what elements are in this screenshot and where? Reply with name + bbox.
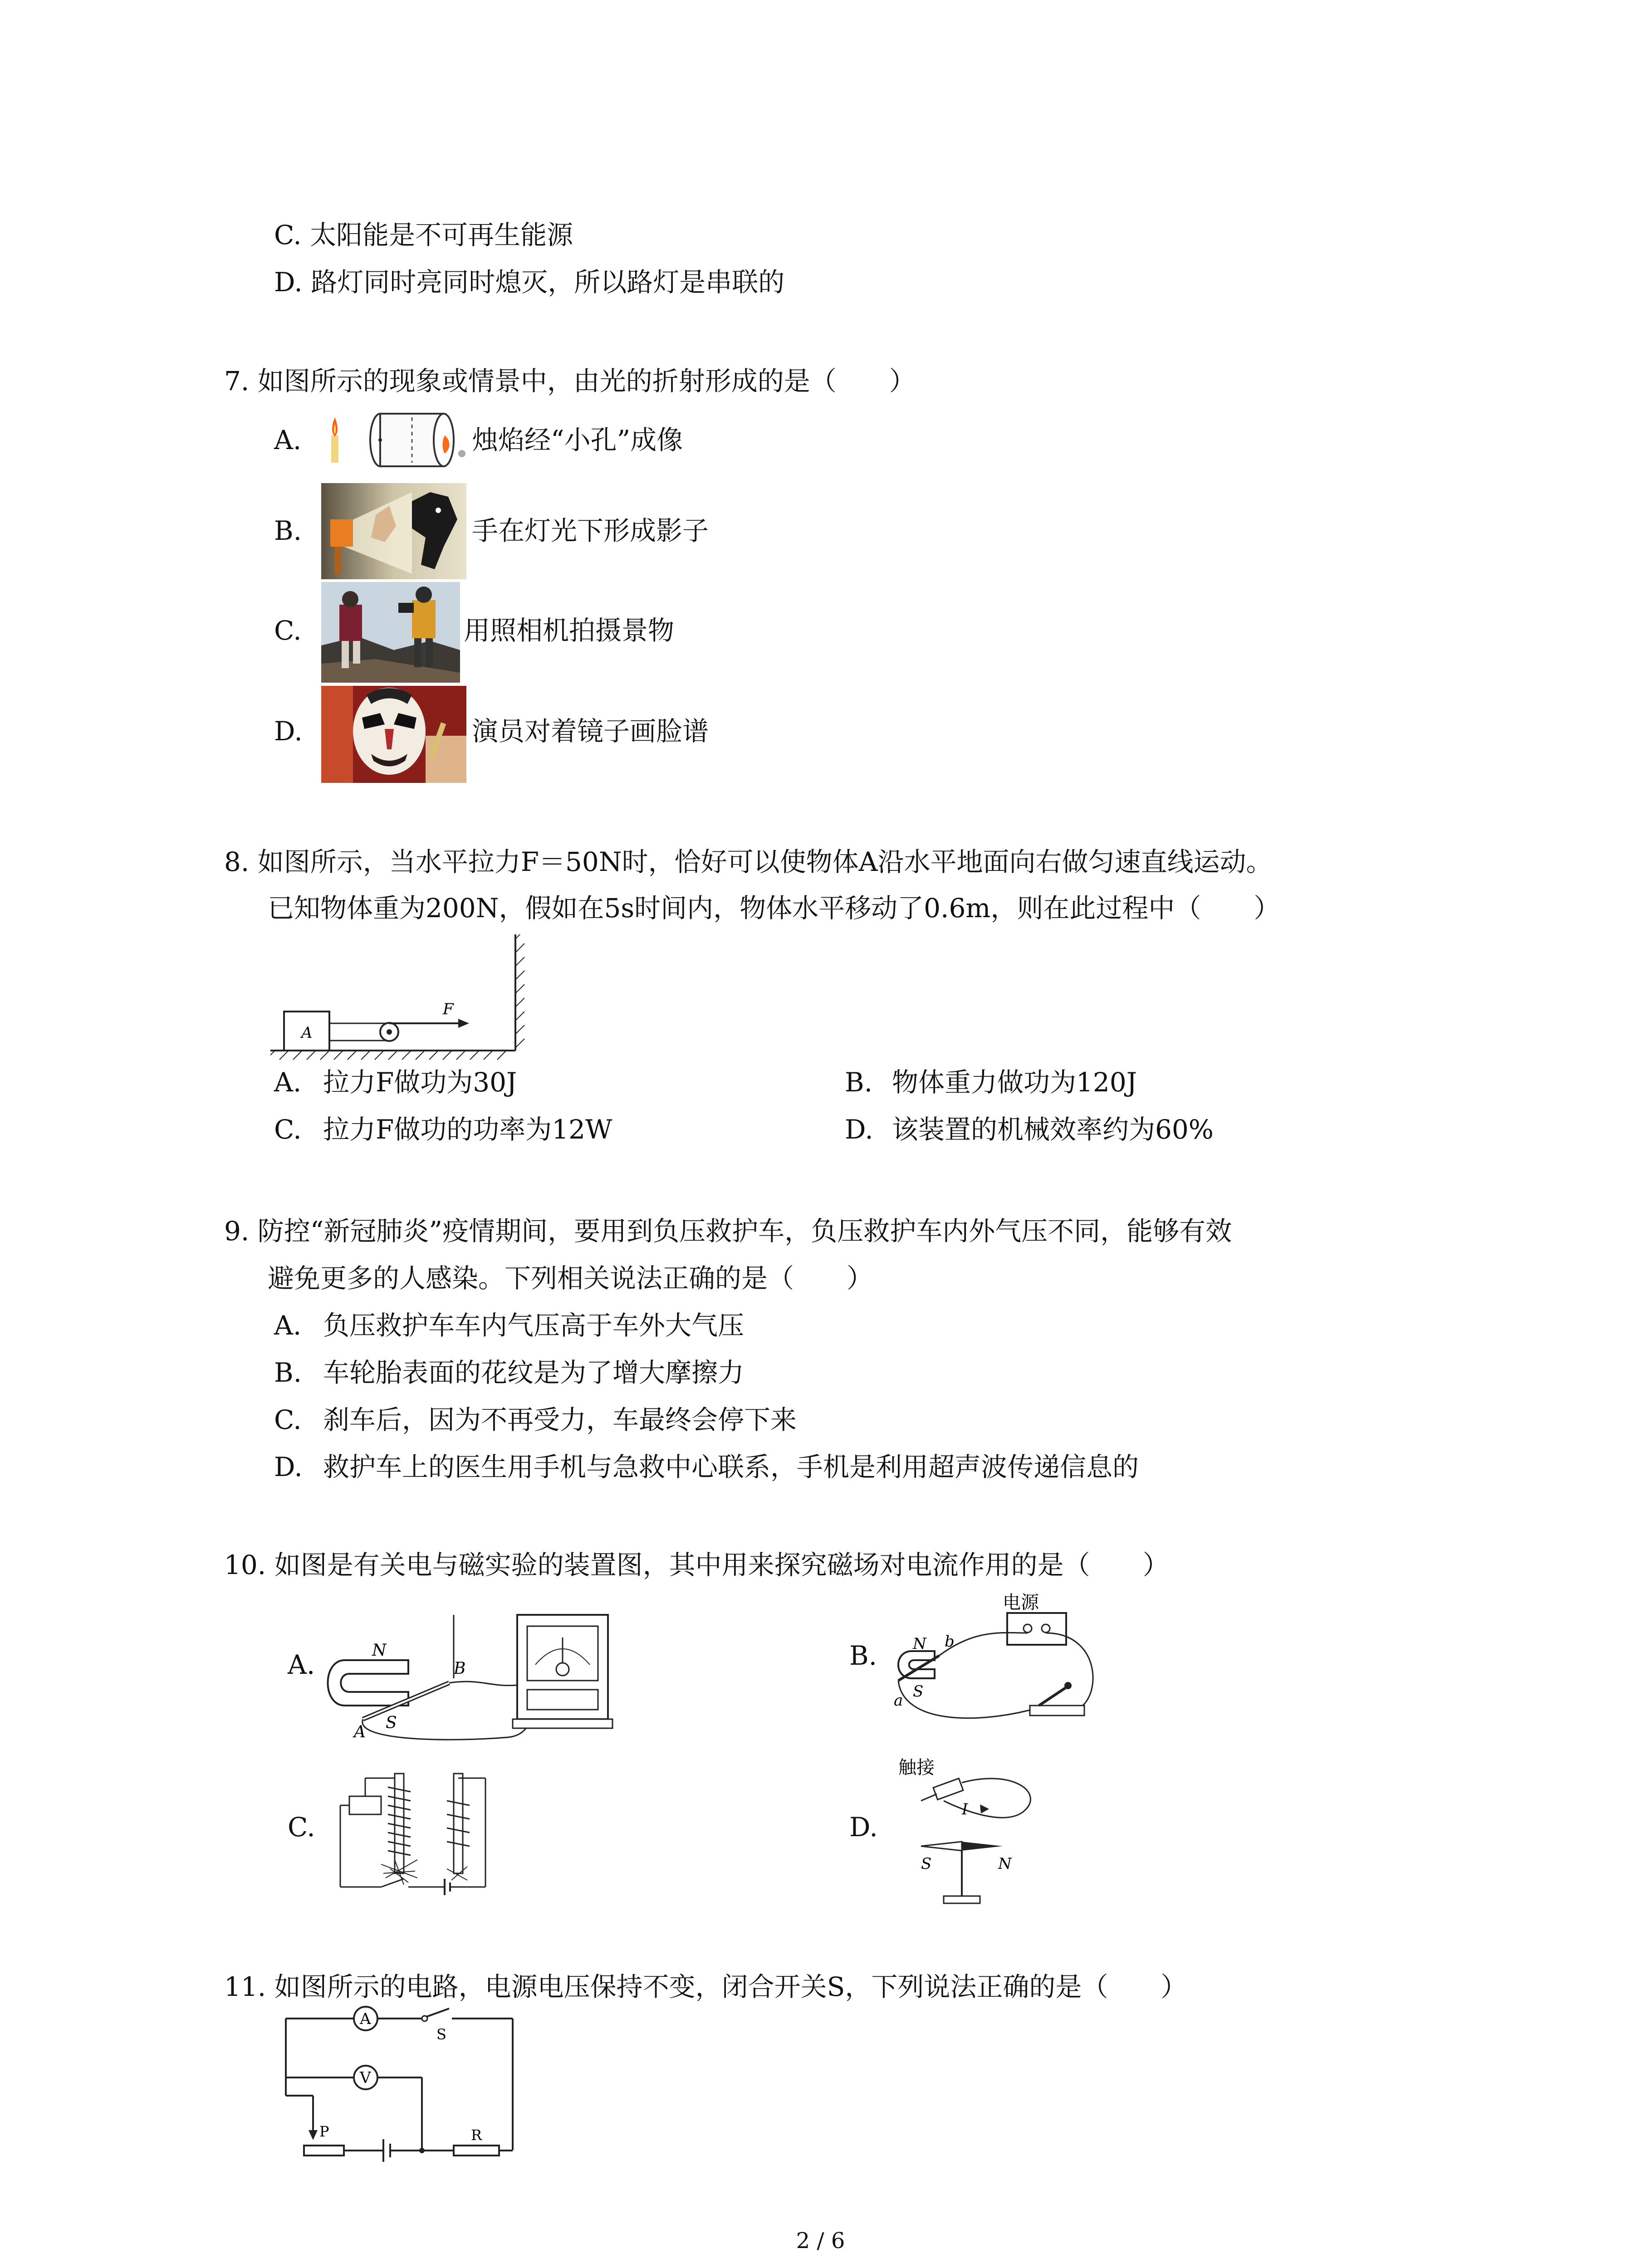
q8-stem-line1: 8. 如图所示，当水平拉力F＝50N时，恰好可以使物体A沿水平地面向右做匀速直线运动。 bbox=[224, 846, 1273, 877]
q10-d-touch-label: 触接 bbox=[898, 1757, 935, 1778]
page-number: 2 / 6 bbox=[796, 2228, 845, 2253]
q7-option-d-letter: D. bbox=[274, 716, 303, 747]
q7-option-b-letter: B. bbox=[274, 515, 302, 546]
q7-option-d-text: 演员对着镜子画脸谱 bbox=[472, 716, 709, 747]
q7-stem: 7. 如图所示的现象或情景中，由光的折射形成的是（ ） bbox=[224, 366, 916, 396]
q7-option-c-text: 用照相机拍摄景物 bbox=[464, 615, 675, 646]
q7-option-c-letter: C. bbox=[274, 615, 302, 646]
q9-option-b-text: 车轮胎表面的花纹是为了增大摩擦力 bbox=[323, 1357, 745, 1388]
q7-pinhole-image bbox=[321, 408, 471, 472]
q10-fig-a bbox=[318, 1606, 617, 1746]
q10-a-b-label: B bbox=[454, 1659, 466, 1678]
q8-option-b-text: 物体重力做功为120J bbox=[892, 1067, 1137, 1098]
q8-option-c-text: 拉力F做功的功率为12W bbox=[323, 1114, 612, 1145]
q10-b-power-label: 电源 bbox=[1003, 1592, 1039, 1613]
q7-mirror-image bbox=[321, 686, 466, 783]
q11-switch-label: S bbox=[436, 2026, 446, 2043]
q6-option-c: C. 太阳能是不可再生能源 bbox=[274, 220, 573, 250]
q10-d-n-label: N bbox=[998, 1855, 1012, 1873]
q10-b-n-label: N bbox=[913, 1635, 926, 1653]
q8-stem-line2: 已知物体重为200N，假如在5s时间内，物体水平移动了0.6m，则在此过程中（ ） bbox=[268, 893, 1280, 924]
q7-option-a-text: 烛焰经“小孔”成像 bbox=[472, 425, 683, 455]
q8-block-label: A bbox=[301, 1024, 313, 1042]
q10-a-n-label: N bbox=[372, 1641, 387, 1660]
q8-option-c: C. bbox=[274, 1114, 302, 1145]
q10-fig-c bbox=[331, 1760, 513, 1910]
q9-stem-line2: 避免更多的人感染。下列相关说法正确的是（ ） bbox=[268, 1263, 873, 1294]
q7-shadow-image bbox=[321, 483, 466, 579]
q10-d-s-label: S bbox=[921, 1855, 932, 1873]
q6-option-d: D. 路灯同时亮同时熄灭，所以路灯是串联的 bbox=[274, 267, 785, 298]
q10-d-i-label: I bbox=[962, 1800, 968, 1818]
q10-b-b-label: b bbox=[945, 1633, 955, 1651]
q10-b-a-label: a bbox=[894, 1691, 903, 1710]
q7-camera-image bbox=[321, 582, 460, 683]
q9-stem-line1: 9. 防控“新冠肺炎”疫情期间，要用到负压救护车，负压救护车内外气压不同，能够有效 bbox=[224, 1216, 1232, 1246]
q8-option-d-text: 该装置的机械效率约为60% bbox=[892, 1114, 1214, 1145]
q10-option-d-letter: D. bbox=[849, 1812, 878, 1843]
q9-option-a-letter: A. bbox=[274, 1310, 302, 1341]
q10-a-a-label: A bbox=[354, 1723, 366, 1741]
q8-pulley-figure bbox=[270, 934, 534, 1061]
q8-option-d: D. bbox=[845, 1114, 873, 1145]
q7-option-b-text: 手在灯光下形成影子 bbox=[472, 515, 709, 546]
q11-voltmeter-label: V bbox=[360, 2069, 371, 2087]
q11-slider-label: P bbox=[319, 2123, 329, 2140]
q8-force-label: F bbox=[443, 1000, 454, 1018]
q8-option-a: A. bbox=[274, 1067, 302, 1098]
q10-stem: 10. 如图是有关电与磁实验的装置图，其中用来探究磁场对电流作用的是（ ） bbox=[224, 1549, 1169, 1580]
q10-b-s-label: S bbox=[913, 1682, 924, 1701]
q11-stem: 11. 如图所示的电路，电源电压保持不变，闭合开关S，下列说法正确的是（ ） bbox=[224, 1971, 1187, 2002]
q10-option-c-letter: C. bbox=[288, 1812, 315, 1843]
q11-circuit-figure bbox=[272, 1996, 526, 2168]
q10-option-b-letter: B. bbox=[849, 1640, 877, 1671]
q10-option-a-letter: A. bbox=[288, 1649, 315, 1680]
q7-option-a-letter: A. bbox=[274, 425, 302, 455]
q10-fig-b bbox=[885, 1588, 1121, 1737]
q9-option-a-text: 负压救护车车内气压高于车外大气压 bbox=[323, 1310, 745, 1341]
q9-option-d-letter: D. bbox=[274, 1452, 303, 1482]
q9-option-c-text: 刹车后，因为不再受力，车最终会停下来 bbox=[323, 1404, 797, 1435]
q10-a-s-label: S bbox=[386, 1714, 397, 1732]
q10-fig-d bbox=[894, 1755, 1093, 1910]
q8-option-b: B. bbox=[845, 1067, 873, 1098]
q8-option-a-text: 拉力F做功为30J bbox=[323, 1067, 517, 1098]
q9-option-d-text: 救护车上的医生用手机与急救中心联系，手机是利用超声波传递信息的 bbox=[323, 1452, 1139, 1482]
q11-resistor-label: R bbox=[471, 2126, 482, 2144]
q9-option-c-letter: C. bbox=[274, 1404, 302, 1435]
q11-ammeter-label: A bbox=[360, 2010, 371, 2028]
q9-option-b-letter: B. bbox=[274, 1357, 302, 1388]
